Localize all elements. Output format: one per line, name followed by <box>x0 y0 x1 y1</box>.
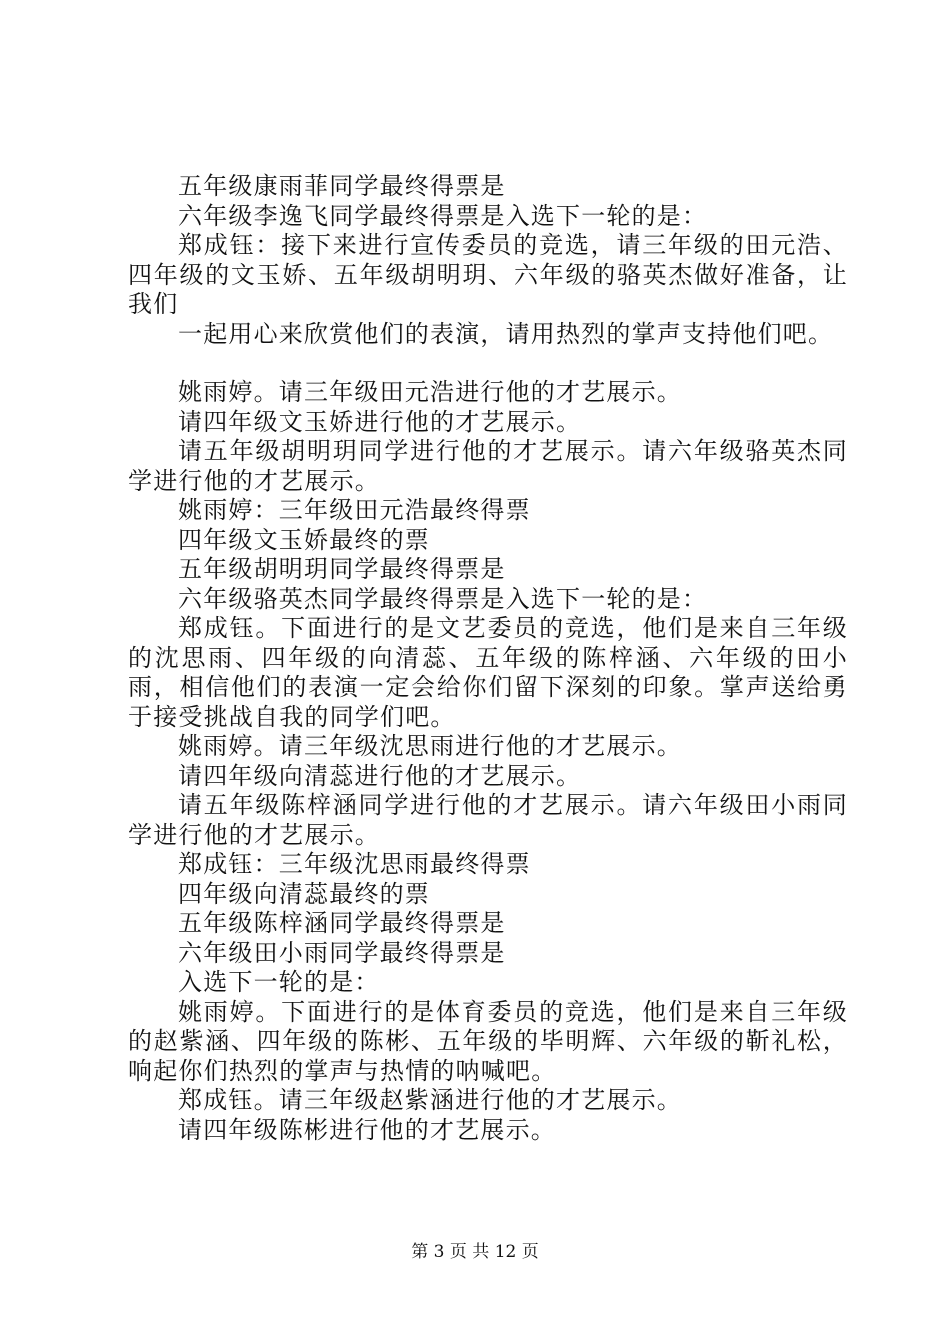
paragraph: 六年级骆英杰同学最终得票是入选下一轮的是： <box>178 584 708 613</box>
paragraph: 姚雨婷。请三年级田元浩进行他的才艺展示。 <box>178 378 682 406</box>
blank-line <box>128 349 848 378</box>
paragraph: 郑成钰：接下来进行宣传委员的竞选，请三年级的田元浩、四年级的文玉娇、五年级胡明玥、六年级的骆英杰做好准备，让我们 <box>128 231 848 318</box>
paragraph: 六年级李逸飞同学最终得票是入选下一轮的是： <box>178 201 708 230</box>
paragraph: 五年级康雨菲同学最终得票是 <box>178 172 506 200</box>
paragraph: 四年级文玉娇最终的票 <box>178 525 430 554</box>
paragraph: 五年级陈梓涵同学最终得票是 <box>178 909 506 937</box>
paragraph: 郑成钰：三年级沈思雨最终得票 <box>178 850 531 878</box>
paragraph: 郑成钰。下面进行的是文艺委员的竞选，他们是来自三年级的沈思雨、四年级的向清蕊、五年级的陈梓涵、六年级的田小雨，相信他们的表演一定会给你们留下深刻的印象。掌声送给勇于接受挑战自我的同学们吧。 <box>128 614 848 731</box>
paragraph: 姚雨婷。请三年级沈思雨进行他的才艺展示。 <box>178 732 682 760</box>
paragraph: 五年级胡明玥同学最终得票是 <box>178 555 506 583</box>
paragraph: 请四年级陈彬进行他的才艺展示。 <box>178 1115 556 1144</box>
paragraph: 姚雨婷。下面进行的是体育委员的竞选，他们是来自三年级的赵紫涵、四年级的陈彬、五年级的毕明辉、六年级的靳礼松，响起你们热烈的掌声与热情的呐喊吧。 <box>128 997 848 1085</box>
paragraph: 请四年级文玉娇进行他的才艺展示。 <box>178 407 582 436</box>
paragraph: 姚雨婷：三年级田元浩最终得票 <box>178 496 531 524</box>
paragraph: 一起用心来欣赏他们的表演，请用热烈的掌声支持他们吧。 <box>178 319 834 348</box>
paragraph: 请五年级陈梓涵同学进行他的才艺展示。请六年级田小雨同学进行他的才艺展示。 <box>128 791 848 849</box>
paragraph: 郑成钰。请三年级赵紫涵进行他的才艺展示。 <box>178 1086 682 1114</box>
paragraph: 请五年级胡明玥同学进行他的才艺展示。请六年级骆英杰同学进行他的才艺展示。 <box>128 437 848 495</box>
paragraph: 四年级向清蕊最终的票 <box>178 879 430 908</box>
page-number-footer: 第 3 页 共 12 页 <box>411 1242 539 1262</box>
document-body <box>128 172 848 1145</box>
paragraph: 入选下一轮的是： <box>178 968 380 996</box>
paragraph: 请四年级向清蕊进行他的才艺展示。 <box>178 761 582 790</box>
paragraph: 六年级田小雨同学最终得票是 <box>178 938 506 967</box>
